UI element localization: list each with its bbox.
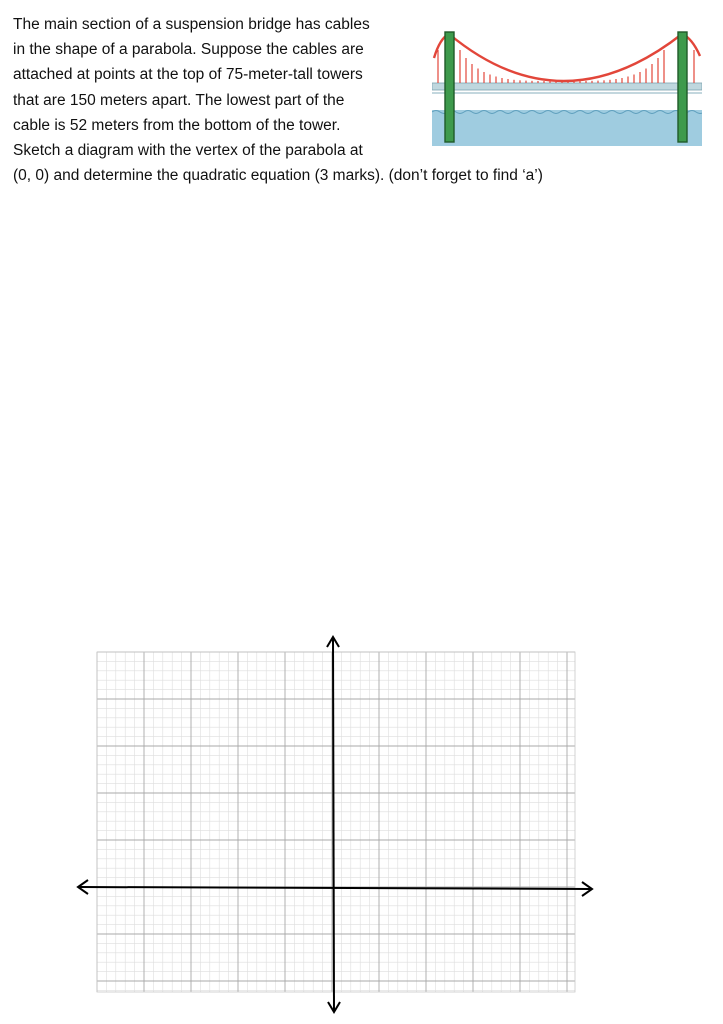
bridge-tower-right <box>678 32 687 142</box>
major-gridlines <box>97 652 575 992</box>
graph-paper <box>70 630 600 1020</box>
question-line-5: cable is 52 meters from the bottom of the tower. <box>13 116 341 134</box>
graph-border <box>97 652 575 992</box>
question-line-6: Sketch a diagram with the vertex of the parabola at <box>13 142 363 160</box>
bridge-tower-left <box>445 32 454 142</box>
question-line-2: in the shape of a parabola. Suppose the cables are <box>13 41 364 59</box>
question-line-3: attached at points at the top of 75-meter-tall towers <box>13 66 363 84</box>
bridge-deck <box>432 83 702 90</box>
question-line-1: The main section of a suspension bridge has cables <box>13 16 370 33</box>
minor-gridlines <box>97 652 575 992</box>
y-axis <box>333 638 334 1012</box>
bridge-water <box>432 110 702 146</box>
question-line-4: that are 150 meters apart. The lowest part of the <box>13 91 345 109</box>
question-line-7: (0, 0) and determine the quadratic equation (3 marks). (don’t forget to find ‘a’) <box>13 167 543 185</box>
suspension-bridge-illustration <box>432 20 702 146</box>
